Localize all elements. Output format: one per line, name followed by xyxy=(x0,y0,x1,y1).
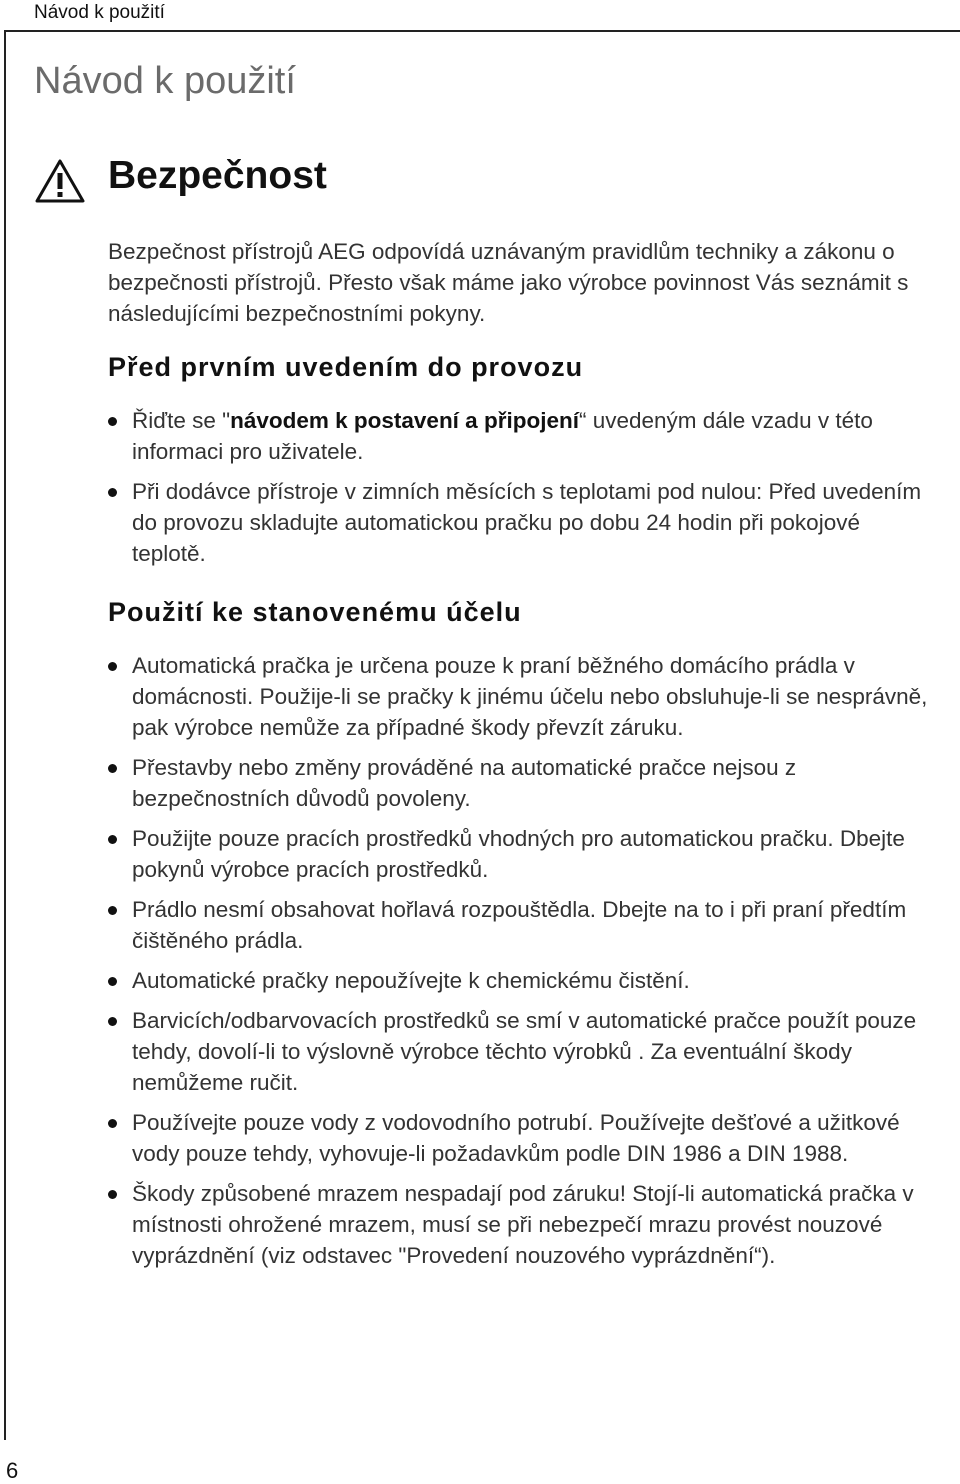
manual-reference: návodem k postavení a připojení xyxy=(230,408,579,433)
list-item: Používejte pouze vody z vodovodního potrubí. Používejte dešťové a užitkové vody pouze tehdy, vyhovuje-li požadavkům podle DIN 1986 a DIN 1988. xyxy=(108,1107,938,1169)
page-number: 6 xyxy=(6,1458,19,1483)
warning-icon xyxy=(34,158,86,204)
heading-before-first-use: Před prvním uvedením do provozu xyxy=(108,352,584,382)
page-title: Návod k použití xyxy=(34,60,296,102)
safety-intro: Bezpečnost přístrojů AEG odpovídá uznávaným pravidlům techniky a zákonu o bezpečnosti přístrojů. Přesto však máme jako výrobce povinnost Vás seznámit s následujícími bezpečnostními pokyny. xyxy=(108,239,909,326)
before-first-use-list xyxy=(108,405,938,569)
left-margin-rule xyxy=(4,30,6,1440)
list-item: Prádlo nesmí obsahovat hořlavá rozpouštědla. Dbejte na to i při praní předtím čištěného prádla. xyxy=(108,894,938,956)
list-item: Použijte pouze pracích prostředků vhodných pro automatickou pračku. Dbejte pokynů výrobce pracích prostředků. xyxy=(108,823,938,885)
list-item: Řiďte se "návodem k postavení a připojení“ uvedeným dále vzadu v této informaci pro uživatele. xyxy=(108,405,938,467)
list-item: Škody způsobené mrazem nespadají pod záruku! Stojí-li automatická pračka v místnosti ohrožené mrazem, musí se při nebezpečí mrazu provést nouzové vyprázdnění (viz odstavec "Provedení nouzového vyprázdnění“). xyxy=(108,1178,938,1271)
heading-intended-use: Použití ke stanovenému účelu xyxy=(108,597,522,627)
list-item: Při dodávce přístroje v zimních měsících s teplotami pod nulou: Před uvedením do provozu skladujte automatickou pračku po dobu 24 hodin při pokojové teplotě. xyxy=(108,476,938,569)
list-item: Automatické pračky nepoužívejte k chemickému čistění. xyxy=(108,965,938,996)
list-item: Přestavby nebo změny prováděné na automatické pračce nejsou z bezpečnostních důvodů povoleny. xyxy=(108,752,938,814)
list-item: Automatická pračka je určena pouze k praní běžného domácího prádla v domácnosti. Použije-li se pračky k jinému účelu nebo obsluhuje-li se nesprávně, pak výrobce nemůže za případné škody převzít záruku. xyxy=(108,650,938,743)
list-item: Barvicích/odbarvovacích prostředků se smí v automatické pračce použít pouze tehdy, dovolí-li to výslovně výrobce těchto výrobků . Za eventuální škody nemůžeme ručit. xyxy=(108,1005,938,1098)
running-header: Návod k použití xyxy=(34,2,165,23)
top-rule xyxy=(4,30,960,32)
intended-use-list xyxy=(108,650,938,1271)
section-title-safety: Bezpečnost xyxy=(108,154,327,197)
